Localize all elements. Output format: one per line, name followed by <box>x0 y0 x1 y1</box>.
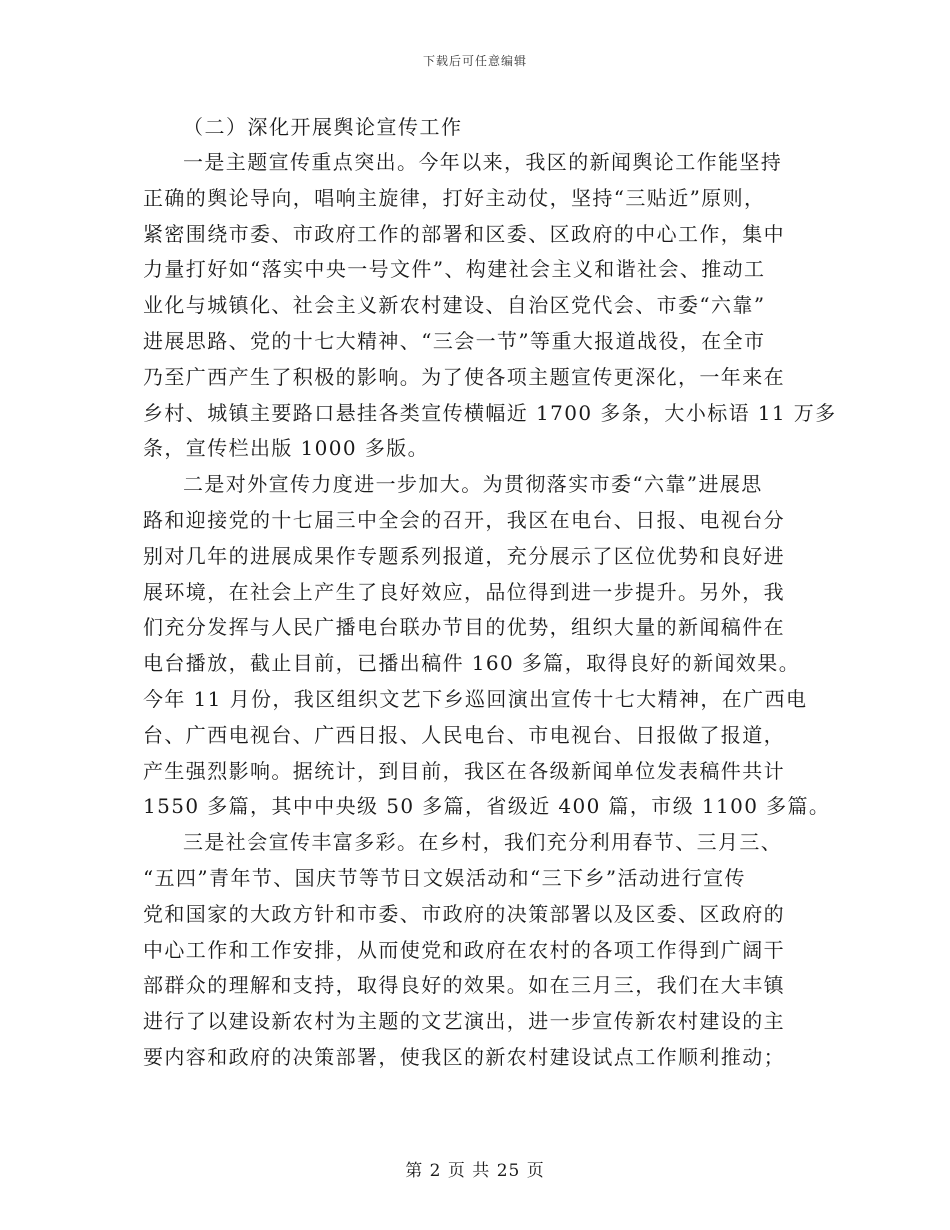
paragraph-line: 展环境，在社会上产生了良好效应，品位得到进一步提升。另外，我 <box>143 579 785 604</box>
paragraph-line: 要内容和政府的决策部署，使我区的新农村建设试点工作顺利推动； <box>143 1044 785 1069</box>
paragraph-line: 路和迎接党的十七届三中全会的召开，我区在电台、日报、电视台分 <box>143 507 785 532</box>
paragraph-line: 力量打好如“落实中央一号文件”、构建社会主义和谐社会、推动工 <box>143 257 766 282</box>
paragraph-line: 今年 11 月份，我区组织文艺下乡巡回演出宣传十七大精神，在广西电 <box>143 686 808 711</box>
section-title: （二）深化开展舆论宣传工作 <box>183 115 463 139</box>
paragraph-line: 乡村、城镇主要路口悬挂各类宣传横幅近 1700 多条，大小标语 11 万多 <box>143 400 837 425</box>
paragraph-line: 台、广西电视台、广西日报、人民电台、市电视台、日报做了报道， <box>143 722 785 747</box>
paragraph-line: 别对几年的进展成果作专题系列报道，充分展示了区位优势和良好进 <box>143 543 785 568</box>
paragraph-line: 电台播放，截止目前，已播出稿件 160 多篇，取得良好的新闻效果。 <box>143 651 801 676</box>
paragraph-line: 产生强烈影响。据统计，到目前，我区在各级新闻单位发表稿件共计 <box>143 758 785 783</box>
paragraph-external-publicity <box>143 467 831 825</box>
paragraph-line: “五四”青年节、国庆节等节日文娱活动和“三下乡”活动进行宣传 <box>143 865 746 890</box>
paragraph-line: 中心工作和工作安排，从而使党和政府在农村的各项工作得到广阔干 <box>143 937 785 962</box>
paragraph-line: 乃至广西产生了积极的影响。为了使各项主题宣传更深化，一年来在 <box>143 364 785 389</box>
paragraph-line: 二是对外宣传力度进一步加大。为贯彻落实市委“六靠”进展思 <box>183 472 763 497</box>
document-body <box>143 110 837 1076</box>
paragraph-line: 三是社会宣传丰富多彩。在乡村，我们充分利用春节、三月三、 <box>183 830 783 855</box>
page-header-note: 下载后可任意编辑 <box>422 54 527 68</box>
paragraph-line: 条，宣传栏出版 1000 多版。 <box>143 436 430 461</box>
paragraph-social-publicity <box>143 825 811 1076</box>
paragraph-line: 们充分发挥与人民广播电台联办节目的优势，组织大量的新闻稿件在 <box>143 615 785 640</box>
paragraph-line: 紧密围绕市委、市政府工作的部署和区委、区政府的中心工作，集中 <box>143 221 785 246</box>
paragraph-line: 进行了以建设新农村为主题的文艺演出，进一步宣传新农村建设的主 <box>143 1009 785 1034</box>
paragraph-theme-publicity <box>143 145 837 467</box>
paragraph-line: 1550 多篇，其中中央级 50 多篇，省级近 400 篇，市级 1100 多篇。 <box>143 794 831 819</box>
paragraph-line: 正确的舆论导向，唱响主旋律，打好主动仗，坚持“三贴近”原则， <box>143 185 766 210</box>
paragraph-line: 一是主题宣传重点突出。今年以来，我区的新闻舆论工作能坚持 <box>183 150 783 174</box>
paragraph-line: 业化与城镇化、社会主义新农村建设、自治区党代会、市委“六靠” <box>143 293 766 318</box>
paragraph-line: 进展思路、党的十七大精神、“三会一节”等重大报道战役，在全市 <box>143 328 766 353</box>
paragraph-line: 党和国家的大政方针和市委、市政府的决策部署以及区委、区政府的 <box>143 901 785 926</box>
page-number-footer: 第 2 页 共 25 页 <box>405 1161 545 1181</box>
paragraph-line: 部群众的理解和支持，取得良好的效果。如在三月三，我们在大丰镇 <box>143 973 785 998</box>
